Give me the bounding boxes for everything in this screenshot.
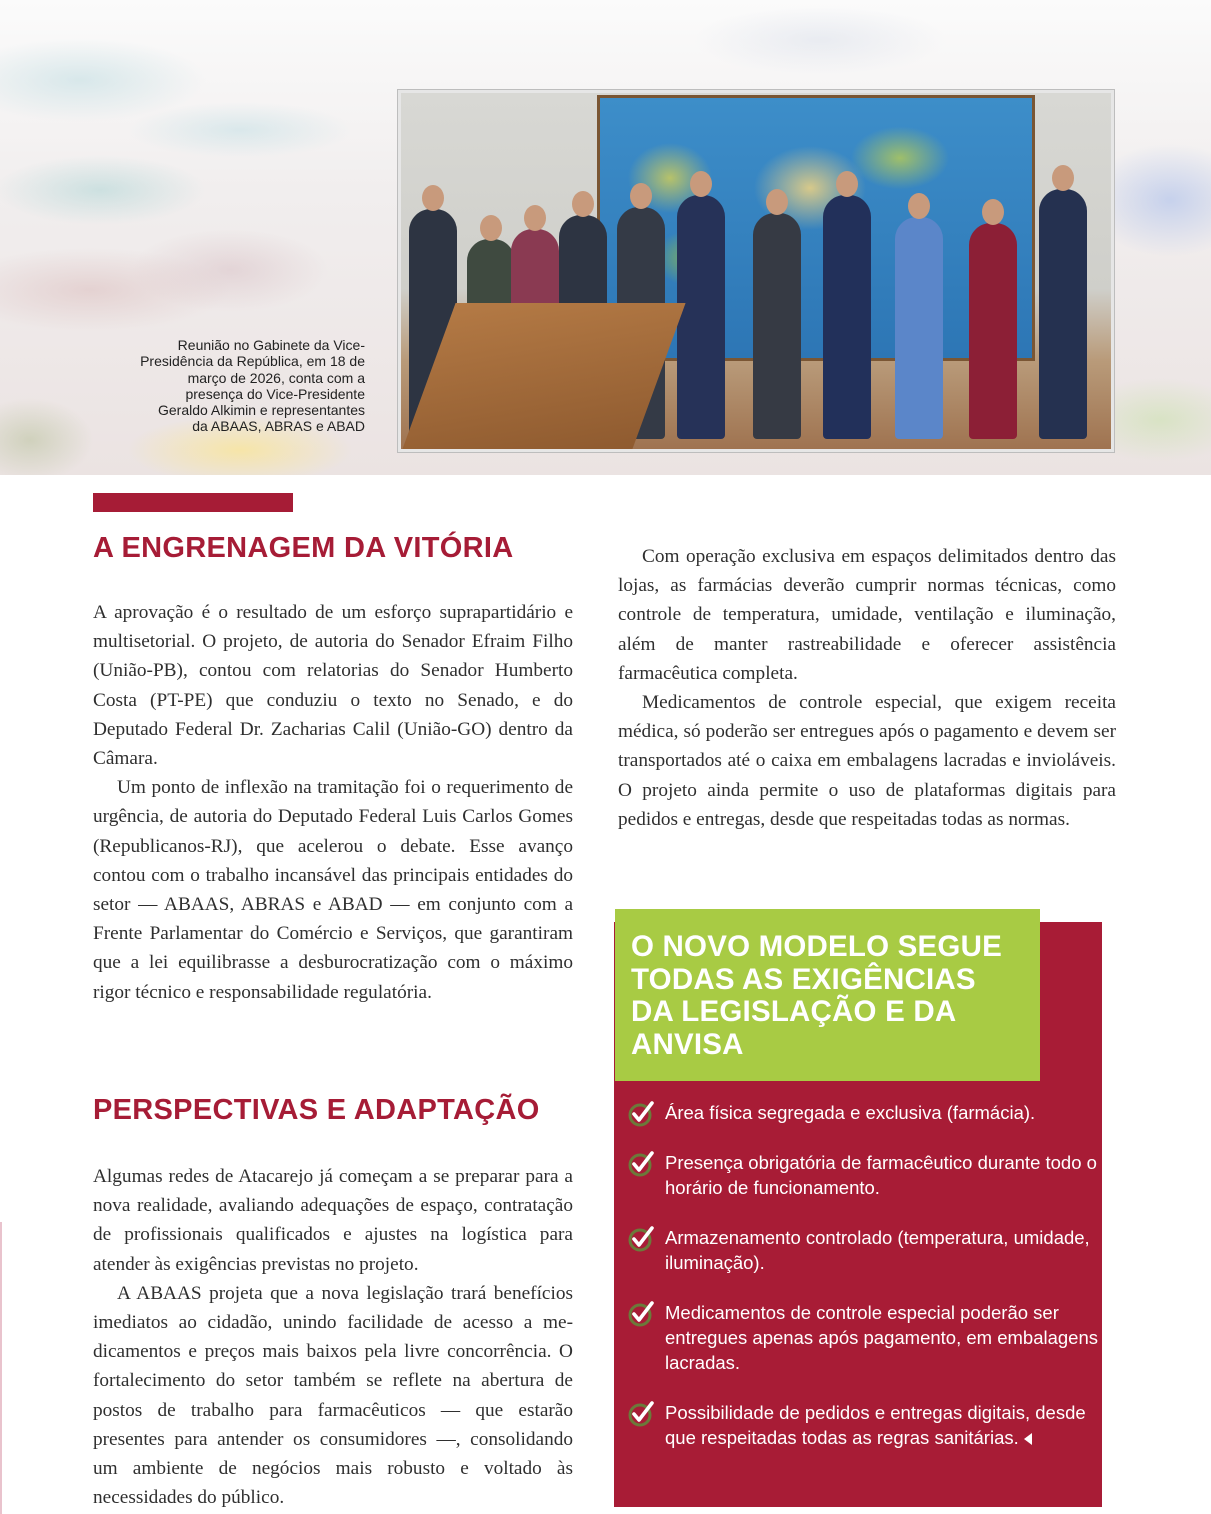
- paragraph: Um ponto de inflexão na tramitação foi o requerimento de urgência, de autoria do Deputado Federal Luis Carlos Gomes (Republicanos-RJ), que acelerou o debate. Esse avanço contou com o trabalho incansável das principais entidades do setor — ABAAS, ABRAS e ABAD — em conjunto com a Frente Parlamentar do Comércio e Serviços, que garantiram que a lei equilibrasse a desburocratização com o máximo rigor técnico e responsabilidade regulatória.: [93, 777, 573, 1003]
- paragraph: Algumas redes de Atacarejo já começam a se preparar para a nova realidade, avaliando adequações de espaço, contratação de profissionais qualificados e ajustes na logística para atender às exigências previstas no projeto.: [93, 1166, 573, 1275]
- right-column-body: [618, 542, 1116, 834]
- paragraph: Medicamentos de controle especial, que exigem receita médica, só poderão ser entregues após o pagamento e devem ser transportados até o caixa em embalagens lacradas e invioláveis. O projeto ainda permite o uso de plataformas digitais para pedidos e entregas, desde que respeitadas todas as normas.: [618, 692, 1116, 830]
- check-circle-icon: [628, 1400, 658, 1428]
- list-item-text: Área física segregada e exclusiva (farmácia).: [665, 1102, 1036, 1123]
- paragraph: Com operação exclusiva em espaços delimitados dentro das lojas, as farmácias deverão cumprir normas técnicas, como controle de temperatura, umidade, ventilação e iluminação, além de manter rastreabilidade e oferecer assistência farmacêutica completa.: [618, 546, 1116, 684]
- check-circle-icon: [628, 1300, 658, 1328]
- section-engrenagem-body: [93, 598, 573, 1007]
- list-item: [628, 1150, 1098, 1200]
- highlight-box-title: O NOVO MODELO SEGUE TODAS AS EXIGÊNCIAS DA LEGISLAÇÃO E DA ANVISA: [631, 930, 1002, 1061]
- list-item-text: Presença obrigatória de farmacêutico durante todo o horário de funcionamento.: [665, 1152, 1097, 1198]
- list-item-text: Armazenamento controlado (temperatura, umidade, iluminação).: [665, 1227, 1090, 1273]
- list-item: [628, 1300, 1098, 1375]
- check-circle-icon: [628, 1100, 658, 1128]
- section-accent-bar: [93, 493, 293, 512]
- paragraph: A ABAAS projeta que a nova legislação trará benefícios imediatos ao cidadão, unindo facilidade de acesso a medicamentos e preços mais baixos pela livre concorrência. O fortalecimento do setor também se reflete na abertura de postos de trabalho para farmacêuticos — que estarão presentes para antender os consumidores —, consolidando um ambiente de negócios mais robusto e voltado às necessidades do público.: [93, 1282, 573, 1509]
- highlight-box-header: [615, 909, 1040, 1081]
- list-item: [628, 1100, 1098, 1125]
- list-item-text: Medicamentos de controle especial poderão ser entregues apenas após pagamento, em embalagens lacradas.: [665, 1302, 1098, 1373]
- check-circle-icon: [628, 1225, 658, 1253]
- header-background: [0, 0, 1211, 475]
- requirements-list: [628, 1100, 1098, 1475]
- triangle-left-icon: [1023, 1432, 1033, 1446]
- page-edge-strip: [0, 1222, 2, 1514]
- list-item-text: Possibilidade de pedidos e entregas digitais, desde que respeitadas todas as regras sanitárias.: [665, 1402, 1086, 1448]
- meeting-photo-image: [401, 93, 1111, 449]
- section-title-engrenagem: A ENGRENAGEM DA VITÓRIA: [93, 532, 514, 564]
- photo-caption: Reunião no Gabinete da Vice-Presidência da República, em 18 de março de 2026, conta com a presença do Vice-Presidente Geraldo Alkimin e representantes da ABAAS, ABRAS e ABAD: [140, 337, 365, 435]
- section-perspectivas-body: [93, 1162, 573, 1512]
- check-circle-icon: [628, 1150, 658, 1178]
- paragraph: A aprovação é o resultado de um esforço suprapartidário e multisetorial. O projeto, de autoria do Senador Efraim Filho (União-PB), contou com relatorias do Senador Humberto Costa (PT-PE) que conduziu o texto no Senado, e do Deputado Federal Dr. Zacharias Calil (União-GO) dentro da Câmara.: [93, 602, 573, 770]
- list-item: [628, 1400, 1098, 1450]
- list-item: [628, 1225, 1098, 1275]
- meeting-photo: [397, 89, 1115, 453]
- section-title-perspectivas: PERSPECTIVAS E ADAPTAÇÃO: [93, 1094, 540, 1126]
